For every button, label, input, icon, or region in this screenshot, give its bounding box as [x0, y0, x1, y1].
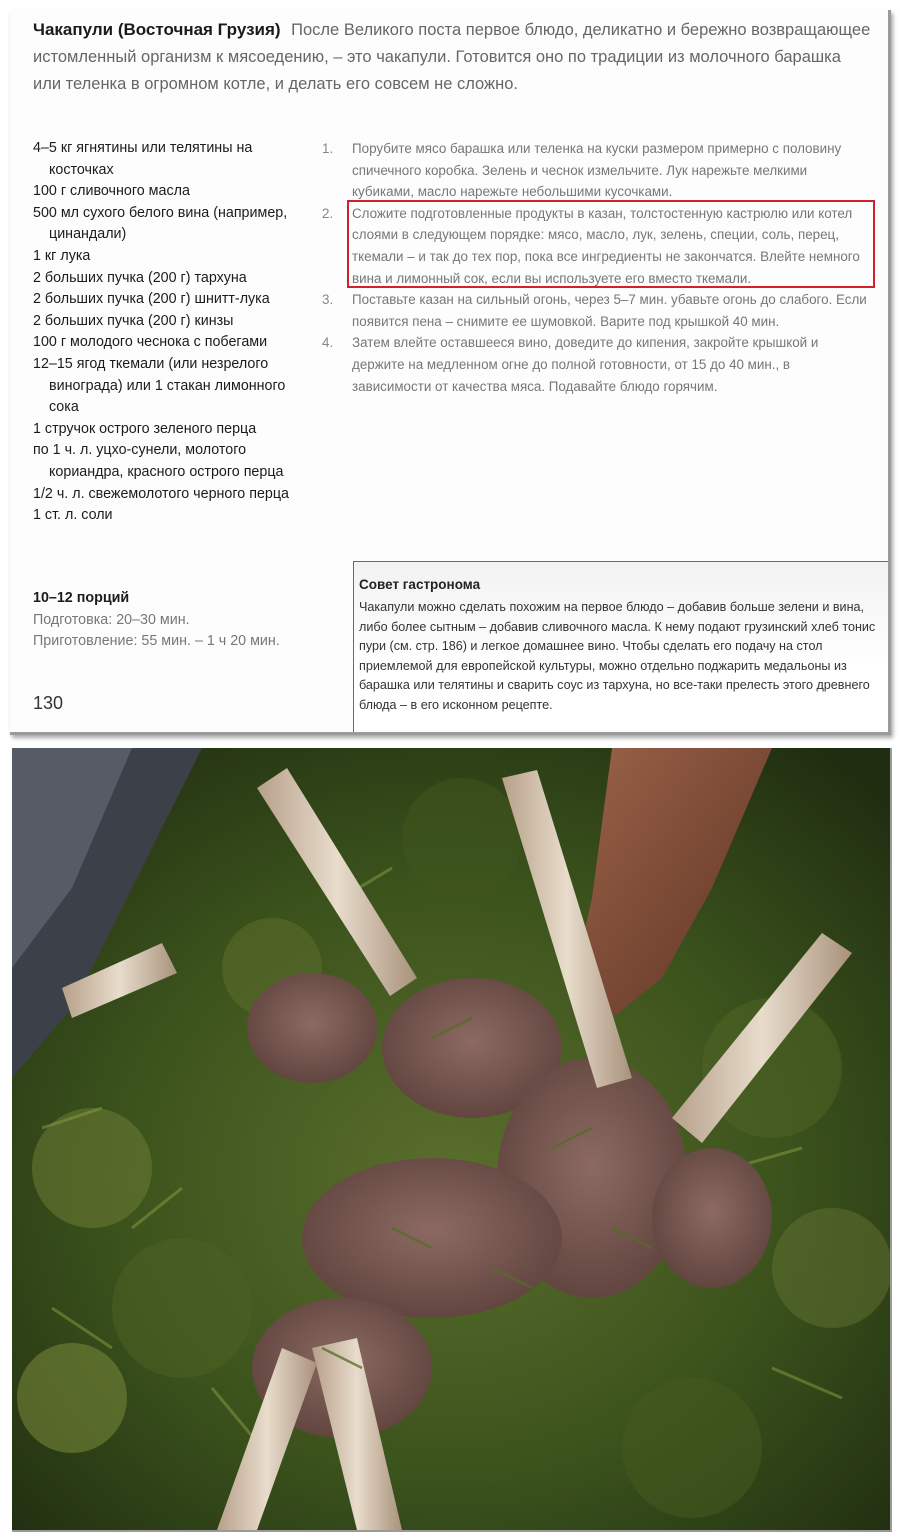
step-number: 1. — [322, 141, 334, 156]
recipe-header — [33, 16, 873, 98]
step-text: Сложите подготовленные продукты в казан, толстостенную кастрюлю или котел слоями в следующем порядке: мясо, масло, лук, зелень, специи, соль, перец, ткемали – и так до тех пор, пока все ингредиенты не закончатся. Влейте немного вина и лимонный сок, если вы используете его вместо ткемали. — [352, 205, 860, 286]
ingredient-item: 2 больших пучка (200 г) тархуна — [33, 269, 247, 286]
step-text: Поставьте казан на сильный огонь, через 5–7 мин. убавьте огонь до слабого. Если появится пена – снимите ее шумовкой. Варите под крышкой 40 мин. — [352, 292, 867, 329]
step-number: 2. — [322, 205, 334, 221]
step-text: Порубите мясо барашка или теленка на куски размером примерно с половину спичечного коробка. Зелень и чеснок измельчите. Лук нарежьте мелкими кубиками, масло нарежьте небольшими кусочками. — [352, 141, 842, 200]
dish-photo — [12, 748, 892, 1532]
step-item — [322, 289, 872, 332]
servings-block — [33, 588, 318, 653]
step-text: Затем влейте оставшееся вино, доведите до кипения, закройте крышкой и держите на медленном огне до полной готовности, от 15 до 40 мин., в зависимости от качества мяса. Подавайте блюдо горячим. — [352, 335, 819, 394]
cook-time: Приготовление: 55 мин. – 1 ч 20 мин. — [33, 633, 280, 650]
step-item — [322, 332, 872, 397]
step-number: 4. — [322, 335, 334, 351]
recipe-title: Чакапули (Восточная Грузия) — [33, 20, 281, 39]
step-number: 3. — [322, 292, 334, 308]
tip-title: Совет гастронома — [359, 577, 481, 592]
gastronome-tip-box — [353, 561, 889, 735]
recipe-page — [10, 10, 891, 735]
tip-text: Чакапули можно сделать похожим на первое блюдо – добавив больше зелени и вина, либо более сытным – добавив сливочного масла. К нему подают грузинский хлеб тонис пури (см. стр. 186) и легкое домашнее вино. Чтобы сделать его подачу на стол приемлемой для европейской культуры, можно отдельно поджарить медальоны из барашка или телятины и сварить соус из тархуна, но все-таки прелесть этого древнего блюда – в его исконном рецепте. — [359, 600, 876, 712]
ingredient-item: 500 мл сухого белого вина (например, цинандали) — [33, 204, 288, 243]
ingredient-item: 100 г молодого чеснока с побегами — [33, 334, 268, 351]
ingredient-item: 4–5 кг ягнятины или телятины на косточках — [33, 140, 253, 178]
page-number: 130 — [33, 693, 64, 713]
ingredient-item: 1 кг лука — [33, 247, 91, 264]
ingredient-item: 2 больших пучка (200 г) кинзы — [33, 312, 234, 329]
ingredient-item: 2 больших пучка (200 г) шнитт-лука — [33, 291, 270, 308]
ingredient-item: 1 ст. л. соли — [33, 507, 113, 524]
servings-count: 10–12 порций — [33, 590, 130, 606]
ingredient-item: 1 стручок острого зеленого перца — [33, 420, 257, 437]
step-highlight-box — [347, 200, 875, 288]
ingredient-item: 12–15 ягод ткемали (или незрелого винограда) или 1 стакан лимонного сока — [33, 355, 286, 416]
ingredient-item: 100 г сливочного масла — [33, 183, 190, 200]
ingredients-list — [33, 138, 318, 527]
ingredient-item: 1/2 ч. л. свежемолотого черного перца — [33, 485, 289, 502]
step-item — [322, 138, 872, 203]
prep-time: Подготовка: 20–30 мин. — [33, 611, 190, 628]
recipe-intro: После Великого поста первое блюдо, деликатно и бережно возвращающее истомленный организм к мясоедению, – это чакапули. Готовится оно по традиции из молочного барашка или теленка в огромном котле, и делать его совсем не сложно. — [33, 21, 871, 93]
chakapuli-photo-illustration — [12, 748, 890, 1530]
ingredient-item: по 1 ч. л. уцхо-сунели, молотого кориандра, красного острого перца — [33, 442, 284, 480]
